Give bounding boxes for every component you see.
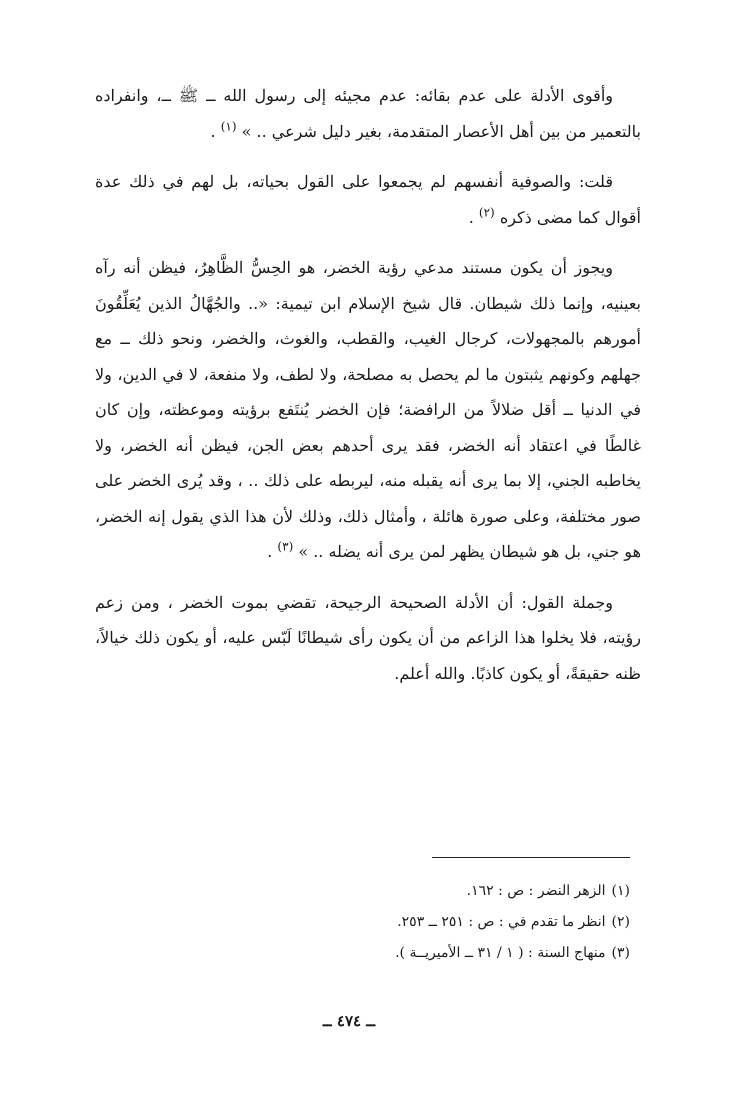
paragraph-4 <box>95 585 641 692</box>
paragraph-1-text: وأقوى الأدلة على عدم بقائه: عدم مجيئه إلى رسول الله ــ ﷺ ــ، وانفراده بالتعمير من بين أهل الأعصار المتقدمة، بغير دليل شرعي .. » <box>95 86 641 141</box>
paragraph-1 <box>95 78 641 149</box>
paragraph-3-text: ويجوز أن يكون مستند مدعي رؤية الخضر، هو الحِسُّ الظَّاهِرُ، فيظن أنه رآه بعينيه، وإنما ذلك شيطان. قال شيخ الإسلام ابن تيمية: «.. والجُهَّالُ الذين يُعَلِّقُونَ أمورهم بالمجهولات، كرجال الغيب، والقطب، والغوث، والخضر، ونحو ذلك ــ مع جهلهم وكونهم يثبتون ما لم يحصل به مصلحة، ولا لطف، ولا منفعة، لا في الدين، ولا في الدنيا ــ أقل ضلالاً من الرافضة؛ فإن الخضر يُنتَفع برؤيته وموعظته، وإن كان غالطًا في اعتقاد أنه الخضر، فقد يرى أحدهم بعض الجن، فيظن أنه الخضر، ولا يخاطبه الجني، إلا بما يرى أنه يقبله منه، ليربطه على ذلك .. ، وقد يُرى الخضر على صور مختلفة، وعلى صورة هائلة ، وأمثال ذلك، وذلك لأن هذا الذي يقول إنه الخضر، هو جني، بل هو شيطان يظهر لمن يرى أنه يضله .. » <box>95 258 641 561</box>
paragraph-2 <box>95 164 641 235</box>
paragraph-4-text: وجملة القول: أن الأدلة الصحيحة الرجيحة، تقضي بموت الخضر ، ومن زعم رؤيته، فلا يخلوا هذا الزاعم من أن يكون رأى شيطانًا لَبّس عليه، أو يكون ذلك خيالاً، ظنه حقيقةً، أو يكون كاذبًا. والله أعلم. <box>95 592 641 683</box>
paragraph-1-end: . <box>210 121 221 141</box>
footnote-2-text: انظر ما تقدم في : ص : ٢٥١ ــ ٢٥٣. <box>397 914 606 930</box>
footnote-3 <box>270 938 630 969</box>
footnote-3-number: (٣) <box>611 945 630 961</box>
footnote-1-number: (١) <box>611 883 630 899</box>
footnote-divider <box>432 857 630 858</box>
paragraph-2-end: . <box>468 207 479 227</box>
main-text <box>95 78 641 706</box>
footnote-2-number: (٢) <box>611 914 630 930</box>
footnote-ref-1: (١) <box>220 119 237 134</box>
paragraph-3 <box>95 250 641 570</box>
paragraph-2-text: قلت: والصوفية أنفسهم لم يجمعوا على القول بحياته، بل لهم في ذلك عدة أقوال كما مضى ذكره <box>95 172 641 227</box>
footnote-1 <box>270 876 630 907</box>
page-number: ــ ٤٧٤ ــ <box>322 1012 376 1030</box>
footnote-ref-3: (٣) <box>277 539 294 554</box>
footnote-2 <box>270 907 630 938</box>
paragraph-3-end: . <box>267 542 278 561</box>
footnote-3-text: منهاج السنة : ( ١ / ٣١ ــ الأميريــة ). <box>395 945 606 961</box>
footnote-ref-2: (٢) <box>478 205 495 220</box>
footnote-1-text: الزهر النضر : ص : ١٦٢. <box>466 883 606 899</box>
footnotes <box>270 876 630 969</box>
